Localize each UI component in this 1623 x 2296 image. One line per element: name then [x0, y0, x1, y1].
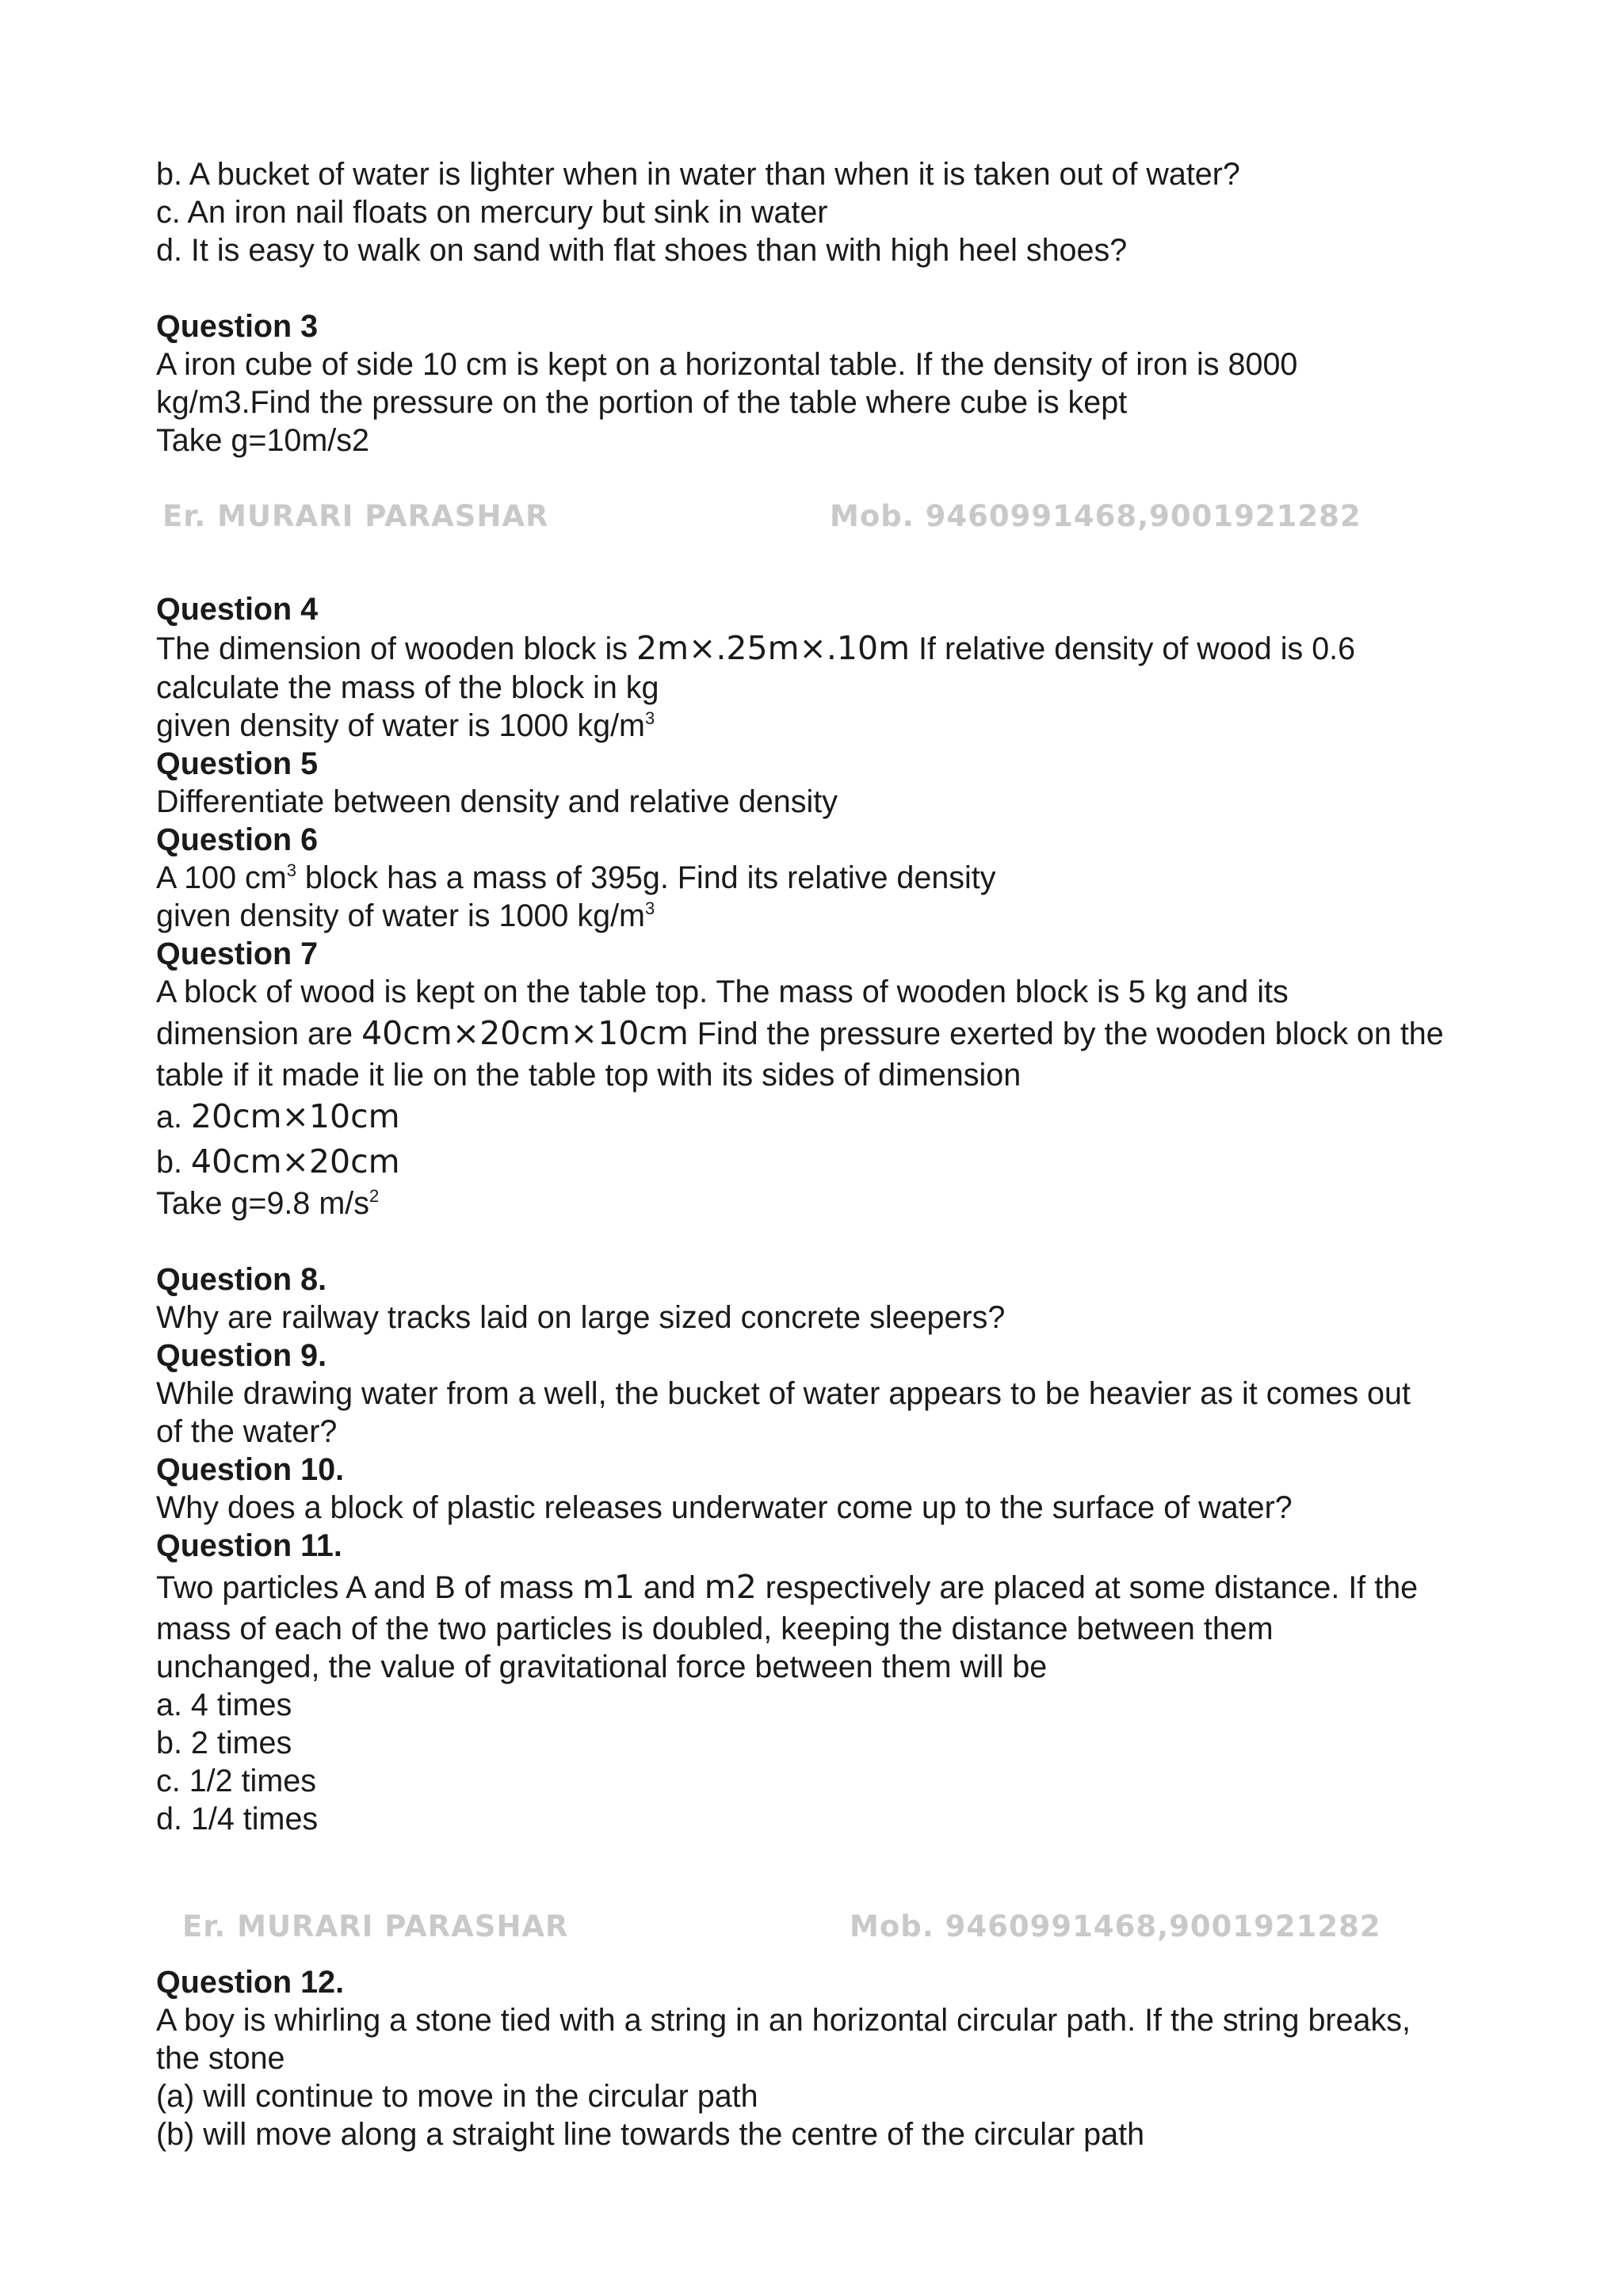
question-6-line-1: A 100 $cm^3$ block has a mass of 395g. Find its relative density [156, 860, 996, 895]
question-11-option-d: d. 1/4 times [156, 1802, 319, 1836]
question-6-line-2: given density of water is 1000 $kg/m^3$ [156, 898, 655, 933]
question-11-line-3: unchanged, the value of gravitational force between them will be [156, 1650, 1048, 1684]
question-4-title: Question 4 [156, 592, 319, 627]
question-10-title: Question 10. [156, 1452, 345, 1487]
question-8-line-1: Why are railway tracks laid on large sized concrete sleepers? [156, 1300, 1006, 1335]
watermark-name-1: Er. MURARI PARASHAR [162, 499, 549, 533]
question-7-line-1: A block of wood is kept on the table top. The mass of wooden block is 5 kg and its [156, 974, 1289, 1009]
item-c: c. An iron nail floats on mercury but sink in water [156, 195, 828, 230]
question-11-line-1: Two particles A and B of mass m1 and m2 respectively are placed at some distance. If the [156, 1568, 1419, 1606]
question-4-line-1: The dimension of wooden block is 2m×.25m×.10m If relative density of wood is 0.6 [156, 629, 1356, 667]
question-10-line-1: Why does a block of plastic releases underwater come up to the surface of water? [156, 1490, 1293, 1525]
question-11-option-b: b. 2 times [156, 1726, 292, 1760]
question-7-line-3: table if it made it lie on the table top with its sides of dimension [156, 1058, 1022, 1093]
question-12-line-1: A boy is whirling a stone tied with a string in an horizontal circular path. If the string breaks, [156, 2003, 1411, 2038]
watermark-name-2: Er. MURARI PARASHAR [182, 1909, 569, 1943]
watermark-mobile-2: Mob. 9460991468,9001921282 [850, 1909, 1381, 1943]
block-dimension-math: 2m×.25m×.10m [636, 629, 911, 667]
wood-dimension-math: 40cm×20cm×10cm [361, 1014, 689, 1052]
item-b: b. A bucket of water is lighter when in water than when it is taken out of water? [156, 157, 1240, 192]
block-top [156, 155, 1503, 460]
question-5-line-1: Differentiate between density and relative density [156, 784, 838, 819]
question-12-option-b: (b) will move along a straight line towards the centre of the circular path [156, 2117, 1145, 2152]
question-7-gravity: Take g=9.8 $m/s^2$ [156, 1186, 380, 1221]
question-4-line-2: calculate the mass of the block in kg [156, 670, 659, 705]
block-bottom [156, 1963, 1503, 2153]
item-d: d. It is easy to walk on sand with flat shoes than with high heel shoes? [156, 233, 1128, 268]
question-7-line-2: dimension are 40cm×20cm×10cm Find the pressure exerted by the wooden block on the [156, 1014, 1444, 1052]
question-4-line-3: given density of water is 1000 $kg/m^3$ [156, 708, 655, 743]
question-9-line-1: While drawing water from a well, the bucket of water appears to be heavier as it comes out [156, 1376, 1411, 1411]
question-3-line-3: Take g=10m/s2 [156, 423, 369, 458]
question-3-title: Question 3 [156, 309, 319, 344]
question-12-line-2: the stone [156, 2041, 285, 2076]
block-middle [156, 590, 1503, 1838]
question-3-line-1: A iron cube of side 10 cm is kept on a horizontal table. If the density of iron is 8000 [156, 347, 1298, 382]
question-9-line-2: of the water? [156, 1414, 338, 1449]
question-12-option-a: (a) will continue to move in the circular path [156, 2079, 758, 2114]
question-12-title: Question 12. [156, 1965, 345, 2000]
question-8-title: Question 8. [156, 1262, 327, 1297]
question-9-title: Question 9. [156, 1338, 327, 1373]
question-3-line-2: kg/m3.Find the pressure on the portion of the table where cube is kept [156, 385, 1128, 420]
question-6-title: Question 6 [156, 822, 319, 857]
question-11-title: Question 11. [156, 1528, 342, 1563]
question-11-line-2: mass of each of the two particles is doubled, keeping the distance between them [156, 1611, 1274, 1646]
question-7-option-b: b. 40cm×20cm [156, 1142, 400, 1180]
question-7-title: Question 7 [156, 936, 319, 971]
question-11-option-c: c. 1/2 times [156, 1764, 316, 1798]
watermark-mobile-1: Mob. 9460991468,9001921282 [830, 499, 1361, 533]
question-5-title: Question 5 [156, 746, 319, 781]
question-11-option-a: a. 4 times [156, 1688, 292, 1722]
question-7-option-a: a. 20cm×10cm [156, 1097, 400, 1135]
